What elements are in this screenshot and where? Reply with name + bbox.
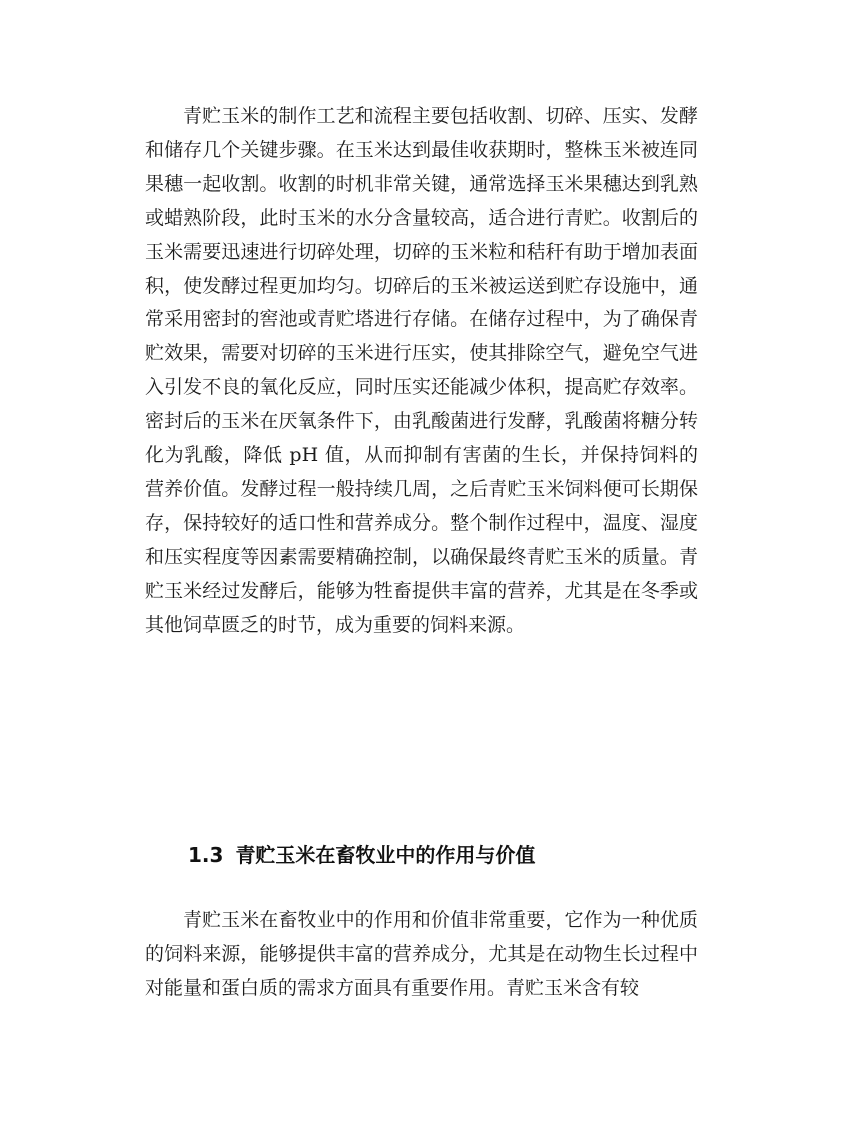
section-title: 青贮玉米在畜牧业中的作用与价值 <box>235 843 536 867</box>
section-number: 1.3 <box>188 843 224 867</box>
section-heading <box>188 838 535 872</box>
body-paragraph-role-value: 青贮玉米在畜牧业中的作用和价值非常重要，它作为一种优质的饲料来源，能够提供丰富的营养成分，尤其是在动物生长过程中对能量和蛋白质的需求方面具有重要作用。青贮玉米含有较 <box>145 909 698 999</box>
body-paragraph-silage-process: 青贮玉米的制作工艺和流程主要包括收割、切碎、压实、发酵和储存几个关键步骤。在玉米达到最佳收获期时，整株玉米被连同果穗一起收割。收割的时机非常关键，通常选择玉米果穗达到乳熟或蜡熟阶段，此时玉米的水分含量较高，适合进行青贮。收割后的玉米需要迅速进行切碎处理，切碎的玉米粒和秸秆有助于增加表面积，使发酵过程更加均匀。切碎后的玉米被运送到贮存设施中，通常采用密封的窖池或青贮塔进行存储。在储存过程中，为了确保青贮效果，需要对切碎的玉米进行压实，使其排除空气，避免空气进入引发不良的氧化反应，同时压实还能减少体积，提高贮存效率。密封后的玉米在厌氧条件下，由乳酸菌进行发酵，乳酸菌将糖分转化为乳酸，降低 pH 值，从而抑制有害菌的生长，并保持饲料的营养价值。发酵过程一般持续几周，之后青贮玉米饲料便可长期保存，保持较好的适口性和营养成分。整个制作过程中，温度、湿度和压实程度等因素需要精确控制，以确保最终青贮玉米的质量。青贮玉米经过发酵后，能够为牲畜提供丰富的营养，尤其是在冬季或其他饲草匮乏的时节，成为重要的饲料来源。 <box>145 105 698 636</box>
